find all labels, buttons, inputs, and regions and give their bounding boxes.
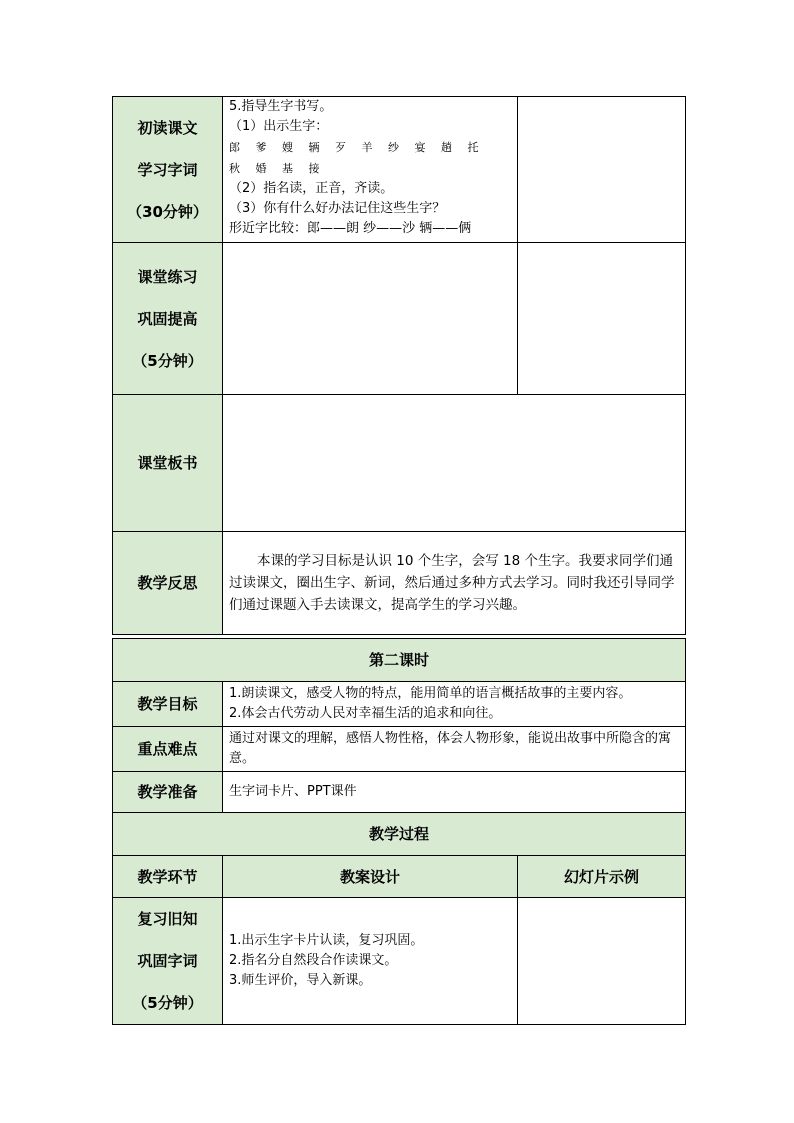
label-line: 巩固提高 [137,309,198,328]
column-header-stage: 教学环节 [113,856,223,898]
label-line: 课堂练习 [137,267,198,286]
section-title: 第二课时 [113,639,686,682]
step-title: 5.指导生字书写。 [229,99,333,114]
label-line: （5分钟） [132,351,203,370]
lesson-table-part2 [112,638,686,1025]
row-review [113,898,686,1025]
lesson-design-cell [223,243,518,395]
label-line: 复习旧知 [137,910,198,928]
label-line: 巩固字词 [137,952,198,970]
label-line: 课堂板书 [137,454,198,472]
slide-example-cell [518,243,686,395]
slide-example-cell [518,898,686,1025]
label-prep: 教学准备 [113,772,223,813]
row-column-headers [113,856,686,898]
review-step: 3.师生评价，导入新课。 [229,973,372,988]
label-line: 教学反思 [137,574,198,592]
label-practice [113,243,223,395]
review-design-cell [223,898,518,1025]
label-reflection [113,532,223,635]
column-header-design: 教案设计 [223,856,518,898]
similar-characters: 形近字比较：郎——朗 纱——沙 辆——俩 [229,221,472,236]
prep-text: 生字词卡片、PPT课件 [223,772,686,813]
label-goals: 教学目标 [113,682,223,727]
column-header-slides: 幻灯片示例 [518,856,686,898]
goal-item: 2.体会古代劳动人民对幸福生活的追求和向往。 [229,706,502,721]
row-key-points [113,727,686,772]
row-prep [113,772,686,813]
review-step: 2.指名分自然段合作读课文。 [229,953,398,968]
process-title: 教学过程 [113,813,686,856]
row-goals [113,682,686,727]
row-blackboard [113,395,686,532]
lesson-table-part1 [112,96,686,635]
new-characters-line: 秋 婚 基 接 [229,162,326,175]
lesson-design-cell [223,97,518,243]
goal-item: 1.朗读课文，感受人物的特点，能用简单的语言概括故事的主要内容。 [229,686,632,701]
sub-step: （1）出示生字： [229,119,329,134]
reflection-text: 本课的学习目标是认识 10 个生字，会写 18 个生字。我要求同学们通过读课文，圈出生字、新词，然后通过多种方式去学习。同时我还引导同学们通过课题入手去读课文，提高学生的学习兴趣。 [223,532,686,635]
label-review [113,898,223,1025]
label-first-reading [113,97,223,243]
label-line: 学习字词 [137,160,198,179]
label-blackboard [113,395,223,532]
sub-step: （3）你有什么好办法记住这些生字？ [229,201,446,216]
key-points-text: 通过对课文的理解，感悟人物性格，体会人物形象，能说出故事中所隐含的寓意。 [223,727,686,772]
sub-step: （2）指名读，正音，齐读。 [229,181,394,196]
row-section-title [113,639,686,682]
label-line: 初读课文 [137,118,198,137]
blackboard-cell [223,395,686,532]
goals-cell [223,682,686,727]
new-characters-line: 郎 爹 嫂 辆 歹 羊 纱 宴 趟 托 [229,141,485,154]
label-key-points: 重点难点 [113,727,223,772]
row-reflection [113,532,686,635]
slide-example-cell [518,97,686,243]
label-line: （30分钟） [127,202,208,221]
row-practice [113,243,686,395]
row-process-title [113,813,686,856]
label-line: （5分钟） [132,994,203,1012]
row-first-reading [113,97,686,243]
review-step: 1.出示生字卡片认读，复习巩固。 [229,933,424,948]
